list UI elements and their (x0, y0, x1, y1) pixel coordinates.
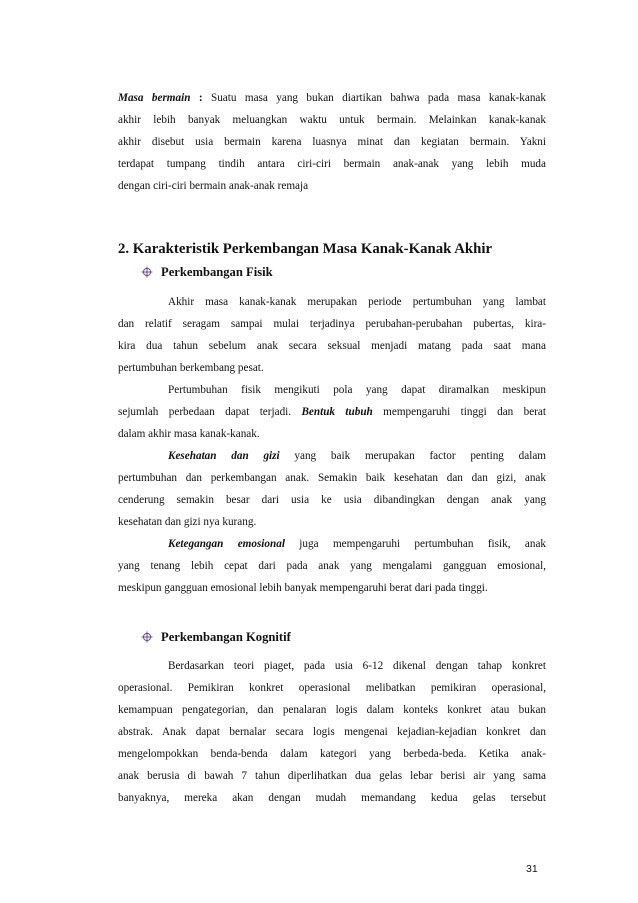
kognitif-line-5: mengelompokkan benda-benda dalam kategori yang berbeda-beda. Ketika anak- (118, 748, 546, 760)
fisik-p1-line-3: kira dua tahun sebelum anak secara seksual menjadi matang pada saat mana (118, 340, 546, 352)
fisik-p1-line-2: dan relatif seragam sampai mulai terjadinya perubahan-perubahan pubertas, kira- (118, 318, 546, 330)
fisik-p3-text: yang baik merupakan factor penting dalam (279, 450, 546, 462)
fisik-p4-line-3: meskipun gangguan emosional lebih banyak mempengaruhi berat dari pada tinggi. (118, 582, 488, 594)
kognitif-line-6: anak berusia di bawah 7 tahun diperlihatkan dua gelas lebar berisi air yang sama (118, 770, 546, 782)
crosshair-bullet-icon (141, 631, 153, 643)
fisik-p2-line-3: dalam akhir masa kanak-kanak. (118, 428, 260, 440)
subheading-fisik-label: Perkembangan Fisik (161, 264, 273, 279)
intro-text: Suatu masa yang bukan diartikan bahwa pada masa kanak-kanak (210, 92, 546, 104)
intro-line-2: akhir lebih banyak meluangkan waktu untuk bermain. Melainkan kanak-kanak (118, 114, 546, 126)
term-bentuk-tubuh: Bentuk tubuh (301, 406, 373, 418)
crosshair-bullet-icon (141, 266, 153, 278)
subheading-kognitif (141, 628, 291, 646)
fisik-p2-line-2 (118, 405, 546, 419)
fisik-p2-text: sejumlah perbedaan dapat terjadi. (118, 406, 302, 418)
fisik-p4-line-2: yang tenang lebih cepat dari pada anak yang mengalami gangguan emosional, (118, 560, 546, 572)
fisik-p4-line-1 (168, 537, 546, 551)
kognitif-line-7: banyaknya, mereka akan dengan mudah memandang kedua gelas tersebut (118, 792, 546, 804)
kognitif-line-1: Berdasarkan teori piaget, pada usia 6-12 dikenal dengan tahap konkret (168, 660, 546, 672)
fisik-p1-line-1: Akhir masa kanak-kanak merupakan periode pertumbuhan yang lambat (168, 296, 546, 308)
intro-line-4: terdapat tumpang tindih antara ciri-ciri bermain anak-anak yang lebih muda (118, 158, 546, 170)
intro-term: Masa bermain (118, 92, 191, 104)
intro-sep: : (190, 92, 211, 104)
kognitif-line-2: operasional. Pemikiran konkret operasional melibatkan pemikiran operasional, (118, 682, 546, 694)
section-heading: 2. Karakteristik Perkembangan Masa Kanak-Kanak Akhir (118, 241, 493, 257)
fisik-p3-line-4: kesehatan dan gizi nya kurang. (118, 516, 257, 528)
subheading-kognitif-label: Perkembangan Kognitif (161, 629, 291, 644)
fisik-p3-line-3: cenderung semakin besar dari usia ke usia dibandingkan dengan anak yang (118, 494, 546, 506)
fisik-p2-text-after: mempengaruhi tinggi dan berat (372, 406, 546, 418)
intro-line-3: akhir disebut usia bermain karena luasnya minat dan kegiatan bermain. Yakni (118, 136, 546, 148)
kognitif-line-3: kemampuan pengategorian, dan penalaran logis dalam konteks konkret atau bukan (118, 704, 546, 716)
fisik-p2-line-1: Pertumbuhan fisik mengikuti pola yang dapat diramalkan meskipun (168, 384, 546, 396)
fisik-p4-text: juga mempengaruhi pertumbuhan fisik, anak (284, 538, 546, 550)
term-kesehatan-gizi: Kesehatan dan gizi (168, 450, 280, 462)
term-ketegangan-emosional: Ketegangan emosional (168, 538, 285, 550)
fisik-p3-line-1 (168, 449, 546, 463)
subheading-fisik (141, 263, 273, 281)
fisik-p1-line-4: pertumbuhan berkembang pesat. (118, 362, 264, 374)
intro-line-1 (118, 91, 546, 105)
page-number: 31 (526, 863, 538, 875)
kognitif-line-4: abstrak. Anak dapat bernalar secara logis mengenai kejadian-kejadian konkret dan (118, 726, 546, 738)
fisik-p3-line-2: pertumbuhan dan perkembangan anak. Semakin baik kesehatan dan dan gizi, anak (118, 472, 546, 484)
intro-line-5: dengan ciri-ciri bermain anak-anak remaja (118, 180, 309, 192)
